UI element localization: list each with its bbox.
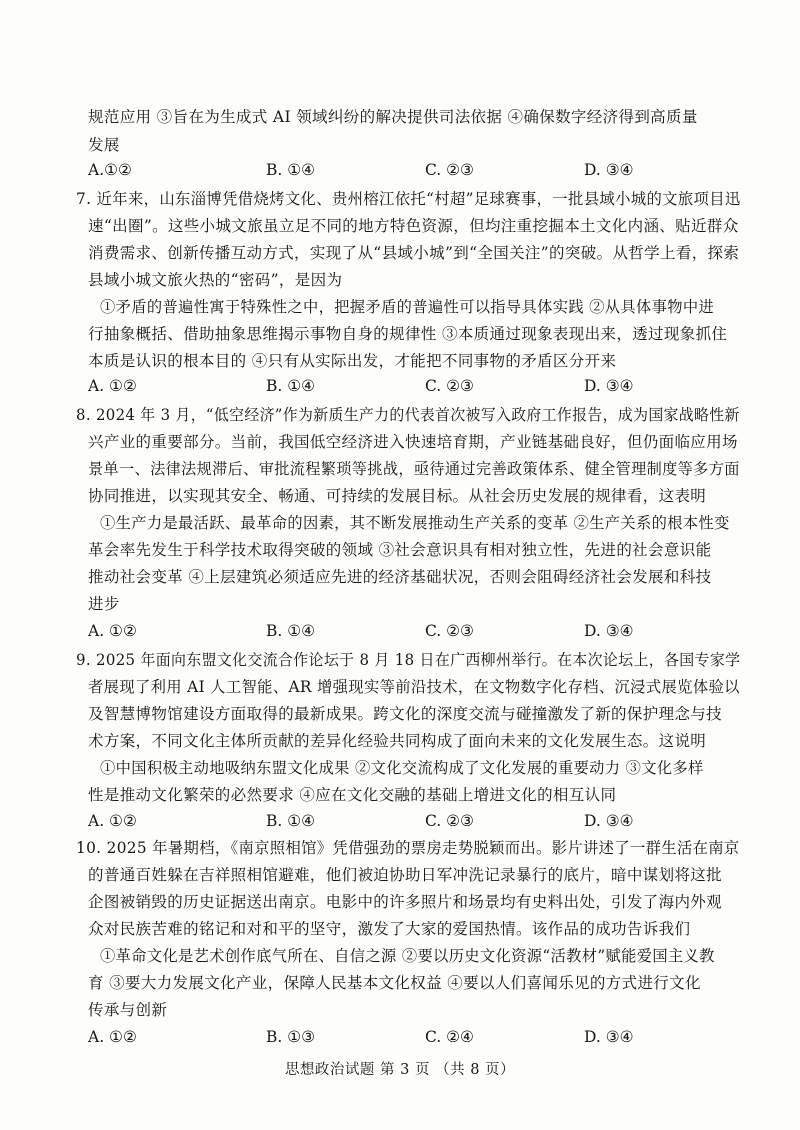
q7-text-line: 7. 近年来，山东淄博凭借烧烤文化、贵州榕江依托“村超”足球赛事，一批县域小城的文旅项目迅 — [76, 190, 741, 208]
q10-text-line: 育 ③要大力发展文化产业，保障人民基本文化权益 ④要以人们喜闻乐见的方式进行文化 — [88, 974, 701, 992]
q10-text-line: 众对民族苦难的铭记和对和平的坚守，激发了大家的爱国热情。该作品的成功告诉我们 — [88, 920, 691, 938]
option-a: A. ①② — [88, 622, 137, 640]
q10-text-line: 10. 2025 年暑期档，《南京照相馆》凭借强劲的票房走势脱颖而出。影片讲述了一群生活在南京 — [76, 839, 740, 857]
q9-options — [88, 811, 738, 831]
q9-text-line: 9. 2025 年面向东盟文化交流合作论坛于 8 月 18 日在广西柳州举行。在本次论坛上，各国专家学 — [76, 651, 741, 669]
option-d: D. ③④ — [584, 622, 634, 640]
q8-text-line: 协同推进，以实现其安全、畅通、可持续的发展目标。从社会历史发展的规律看，这表明 — [88, 487, 707, 505]
option-c: C. ②③ — [425, 377, 474, 395]
option-a: A. ①② — [88, 812, 137, 830]
q8-text-line: 景单一、法律法规滞后、审批流程繁琐等挑战，亟待通过完善政策体系、健全管理制度等多方面 — [88, 460, 740, 478]
q6-text-line: 发展 — [88, 136, 120, 154]
option-d: D. ③④ — [584, 377, 634, 395]
q10-options — [88, 1027, 738, 1047]
q7-options — [88, 376, 738, 396]
q6-text-line: 规范应用 ③旨在为生成式 AI 领域纠纷的解决提供司法依据 ④确保数字经济得到高质量 — [88, 108, 698, 126]
q8-text-line: 进步 — [88, 595, 120, 613]
q10-text-line: 传承与创新 — [88, 1001, 168, 1019]
q8-text-line: ①生产力是最活跃、最革命的因素，其不断发展推动生产关系的变革 ②生产关系的根本性变 — [100, 514, 730, 532]
option-a: A. ①② — [88, 1028, 137, 1046]
q10-text-line: ①革命文化是艺术创作底气所在、自信之源 ②要以历史文化资源“活教材”赋能爱国主义教 — [100, 947, 715, 965]
q9-text-line: 者展现了利用 AI 人工智能、AR 增强现实等前沿技术，在文物数字化存档、沉浸式展览体验以 — [88, 678, 740, 696]
q10-text-line: 的普通百姓躲在吉祥照相馆避难，他们被迫协助日军冲洗记录暴行的底片，暗中谋划将这批 — [88, 866, 723, 884]
option-d: D. ③④ — [584, 812, 634, 830]
q7-text-line: 速“出圈”。这些小城文旅虽立足不同的地方特色资源，但均注重挖掘本土文化内涵、贴近群众 — [88, 217, 739, 235]
option-d: D. ③④ — [584, 161, 634, 179]
option-b: B. ①④ — [266, 622, 316, 640]
option-b: B. ①④ — [266, 161, 316, 179]
q8-text-line: 革会率先发生于科学技术取得突破的领域 ③社会意识具有相对独立性，先进的社会意识能 — [88, 541, 712, 559]
option-b: B. ①③ — [266, 1028, 316, 1046]
q9-text-line: 性是推动文化繁荣的必然要求 ④应在文化交融的基础上增进文化的相互认同 — [88, 786, 617, 804]
q7-text-line: 县域小城文旅火热的“密码”，是因为 — [88, 271, 343, 289]
option-c: C. ②③ — [425, 812, 474, 830]
q6-options — [88, 160, 738, 180]
option-d: D. ③④ — [584, 1028, 634, 1046]
option-c: C. ②④ — [425, 1028, 474, 1046]
option-b: B. ①④ — [266, 377, 316, 395]
page-footer: 思想政治试题 第 3 页 （共 8 页） — [284, 1062, 516, 1078]
q8-options — [88, 621, 738, 641]
option-c: C. ②③ — [425, 161, 474, 179]
q8-text-line: 兴产业的重要部分。当前，我国低空经济进入快速培育期，产业链基础良好，但仍面临应用场 — [88, 433, 738, 451]
q9-text-line: 术方案，不同文化主体所贡献的差异化经验共同构成了面向未来的文化发展生态。这说明 — [88, 732, 707, 750]
q7-text-line: 本质是认识的根本目的 ④只有从实际出发，才能把不同事物的矛盾区分开来 — [88, 352, 617, 370]
q9-text-line: ①中国积极主动地吸纳东盟文化成果 ②文化交流构成了文化发展的重要动力 ③文化多样 — [100, 759, 704, 777]
q8-text-line: 推动社会变革 ④上层建筑必须适应先进的经济基础状况，否则会阻碍经济社会发展和科技 — [88, 568, 712, 586]
option-a: A.①② — [88, 161, 132, 179]
q7-text-line: 行抽象概括、借助抽象思维揭示事物自身的规律性 ③本质通过现象表现出来，透过现象抓住 — [88, 325, 728, 343]
q8-text-line: 8. 2024 年 3 月，“低空经济”作为新质生产力的代表首次被写入政府工作报告，成为国家战略性新 — [76, 406, 740, 424]
q7-text-line: ①矛盾的普遍性寓于特殊性之中，把握矛盾的普遍性可以指导具体实践 ②从具体事物中进 — [100, 298, 715, 316]
option-a: A. ①② — [88, 377, 137, 395]
option-c: C. ②③ — [425, 622, 474, 640]
q9-text-line: 及智慧博物馆建设方面取得的最新成果。跨文化的深度交流与碰撞激发了新的保护理念与技 — [88, 705, 723, 723]
option-b: B. ①④ — [266, 812, 316, 830]
q7-text-line: 消费需求、创新传播互动方式，实现了从“县域小城”到“全国关注”的突破。从哲学上看，探索 — [88, 244, 740, 262]
q10-text-line: 企图被销毁的历史证据送出南京。电影中的许多照片和场景均有史料出处，引发了海内外观 — [88, 893, 723, 911]
